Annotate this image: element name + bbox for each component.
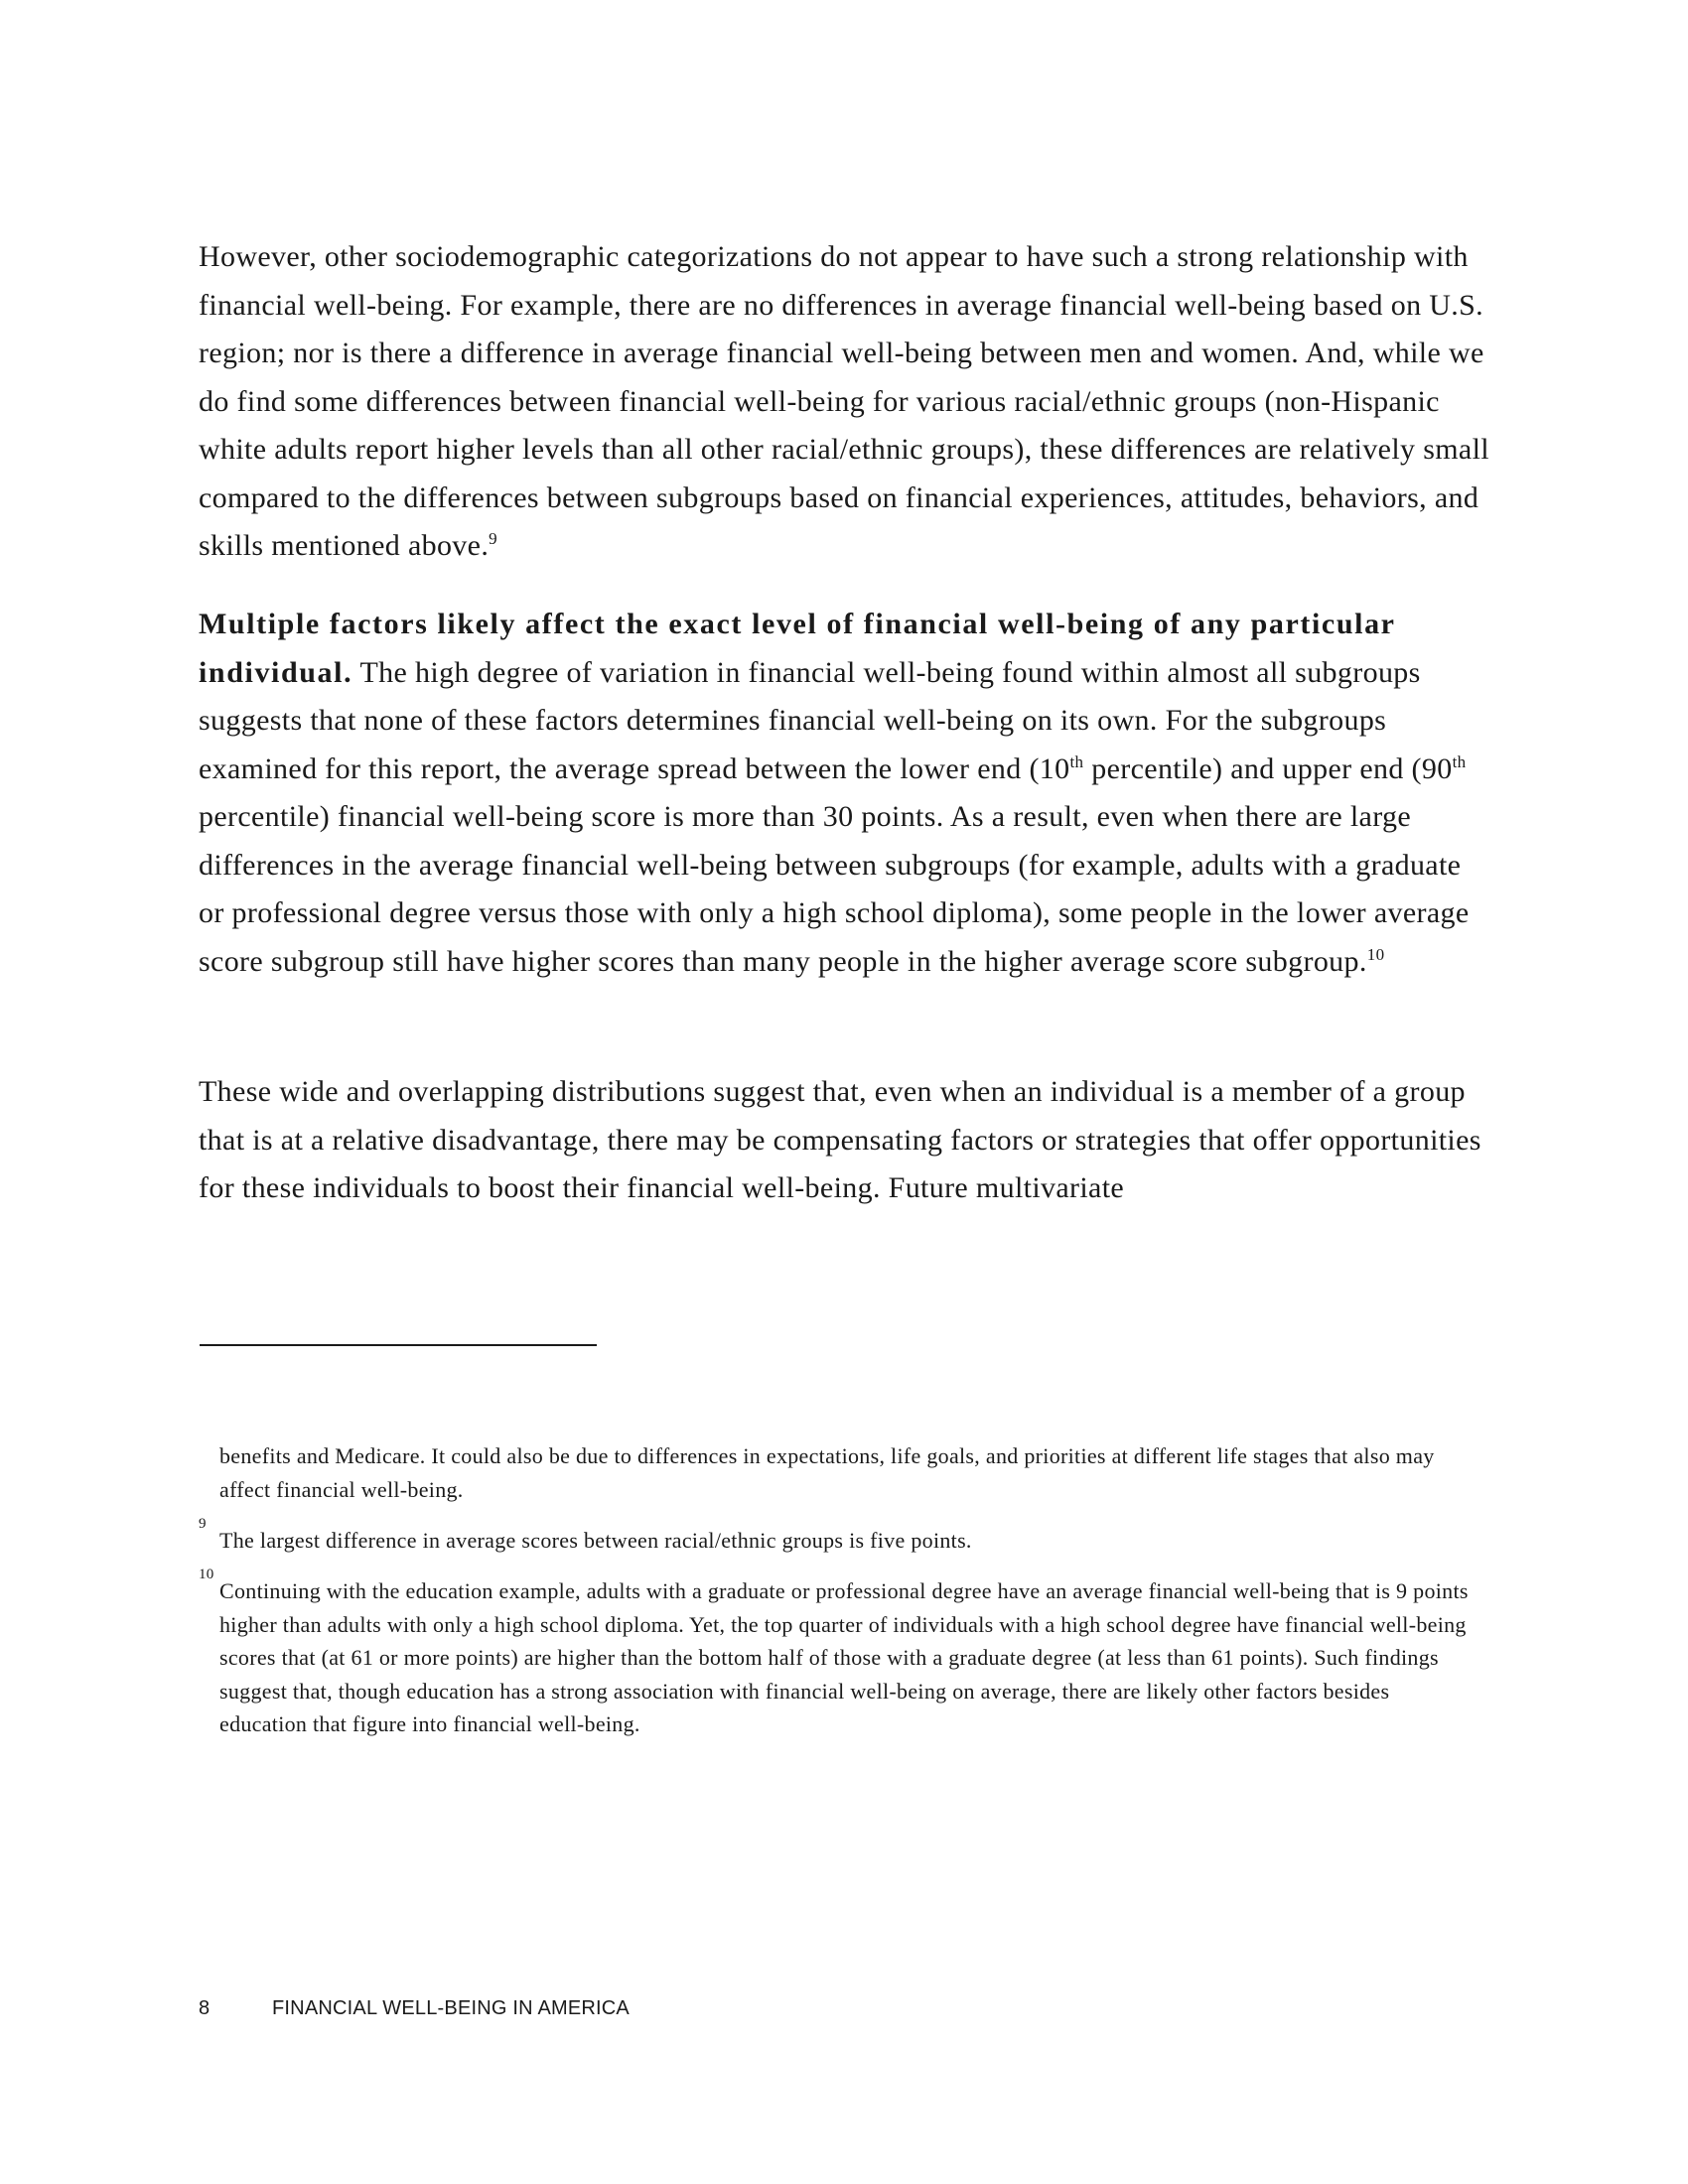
- paragraph-distributions: [199, 1068, 1489, 1213]
- paragraph-text: However, other sociodemographic categorizations do not appear to have such a strong relationship with financial well-being. For example, there are no differences in average financial well-being based on U.S. region; nor is there a difference in average financial well-being between men and women. And, while we do find some differences between financial well-being for various racial/ethnic groups (non-Hispanic white adults report higher levels than all other racial/ethnic groups), these differences are relatively small compared to the differences between subgroups based on financial experiences, attitudes, behaviors, and skills mentioned above.: [199, 240, 1489, 562]
- footnote-text: Continuing with the education example, adults with a graduate or professional degree have an average financial well-being that is 9 points higher than adults with only a high school diploma. Yet, the top quarter of individuals with a high school degree have financial well-being scores that (at 61 or more points) are higher than the bottom half of those with a graduate degree (at less than 61 points). Such findings suggest that, though education has a strong association with financial well-being on average, there are likely other factors besides education that figure into financial well-being.: [219, 1578, 1469, 1736]
- footnote-marker: 10: [199, 1567, 214, 1582]
- running-title: FINANCIAL WELL-BEING IN AMERICA: [272, 1997, 630, 2019]
- paragraph-multiple-factors: [199, 601, 1489, 986]
- paragraph-sociodemographic: [199, 233, 1489, 571]
- paragraph-lead-heading: Multiple factors likely affect the exact level of financial well-being of any particular individual.: [199, 608, 1396, 689]
- paragraph-text: percentile) and upper end (90: [1083, 751, 1453, 785]
- paragraph-text: The high degree of variation in financial well-being found within almost all subgroups suggests that none of these factors determines financial well-being on its own. For the subgroups examined for this report, the average spread between the lower end (10: [199, 655, 1421, 785]
- ordinal-suffix: th: [1069, 751, 1084, 771]
- page-number: 8: [199, 1997, 211, 2019]
- footnote-text: The largest difference in average scores between racial/ethnic groups is five points.: [219, 1528, 972, 1553]
- footnote-ref-10[interactable]: 10: [1366, 944, 1385, 964]
- footnote-text: benefits and Medicare. It could also be due to differences in expectations, life goals, and priorities at different life stages that also may affect financial well-being.: [219, 1443, 1435, 1502]
- footnote-9: [199, 1516, 1479, 1558]
- ordinal-suffix: th: [1452, 751, 1467, 771]
- footnote-ref-9[interactable]: 9: [489, 529, 498, 548]
- footnote-10: [199, 1567, 1479, 1741]
- paragraph-text: These wide and overlapping distributions suggest that, even when an individual is a member of a group that is at a relative disadvantage, there may be compensating factors or strategies that offer opportunities for these individuals to boost their financial well-being. Future multivariate: [199, 1075, 1481, 1204]
- footnote-separator: [200, 1344, 597, 1346]
- footnote-continued: [199, 1439, 1479, 1506]
- footnote-marker: 9: [199, 1516, 207, 1532]
- paragraph-text: percentile) financial well-being score is more than 30 points. As a result, even when there are large differences in the average financial well-being between subgroups (for example, adults with a graduate or professional degree versus those with only a high school diploma), some people in the lower average score subgroup still have higher scores than many people in the higher average score subgroup.: [199, 800, 1470, 978]
